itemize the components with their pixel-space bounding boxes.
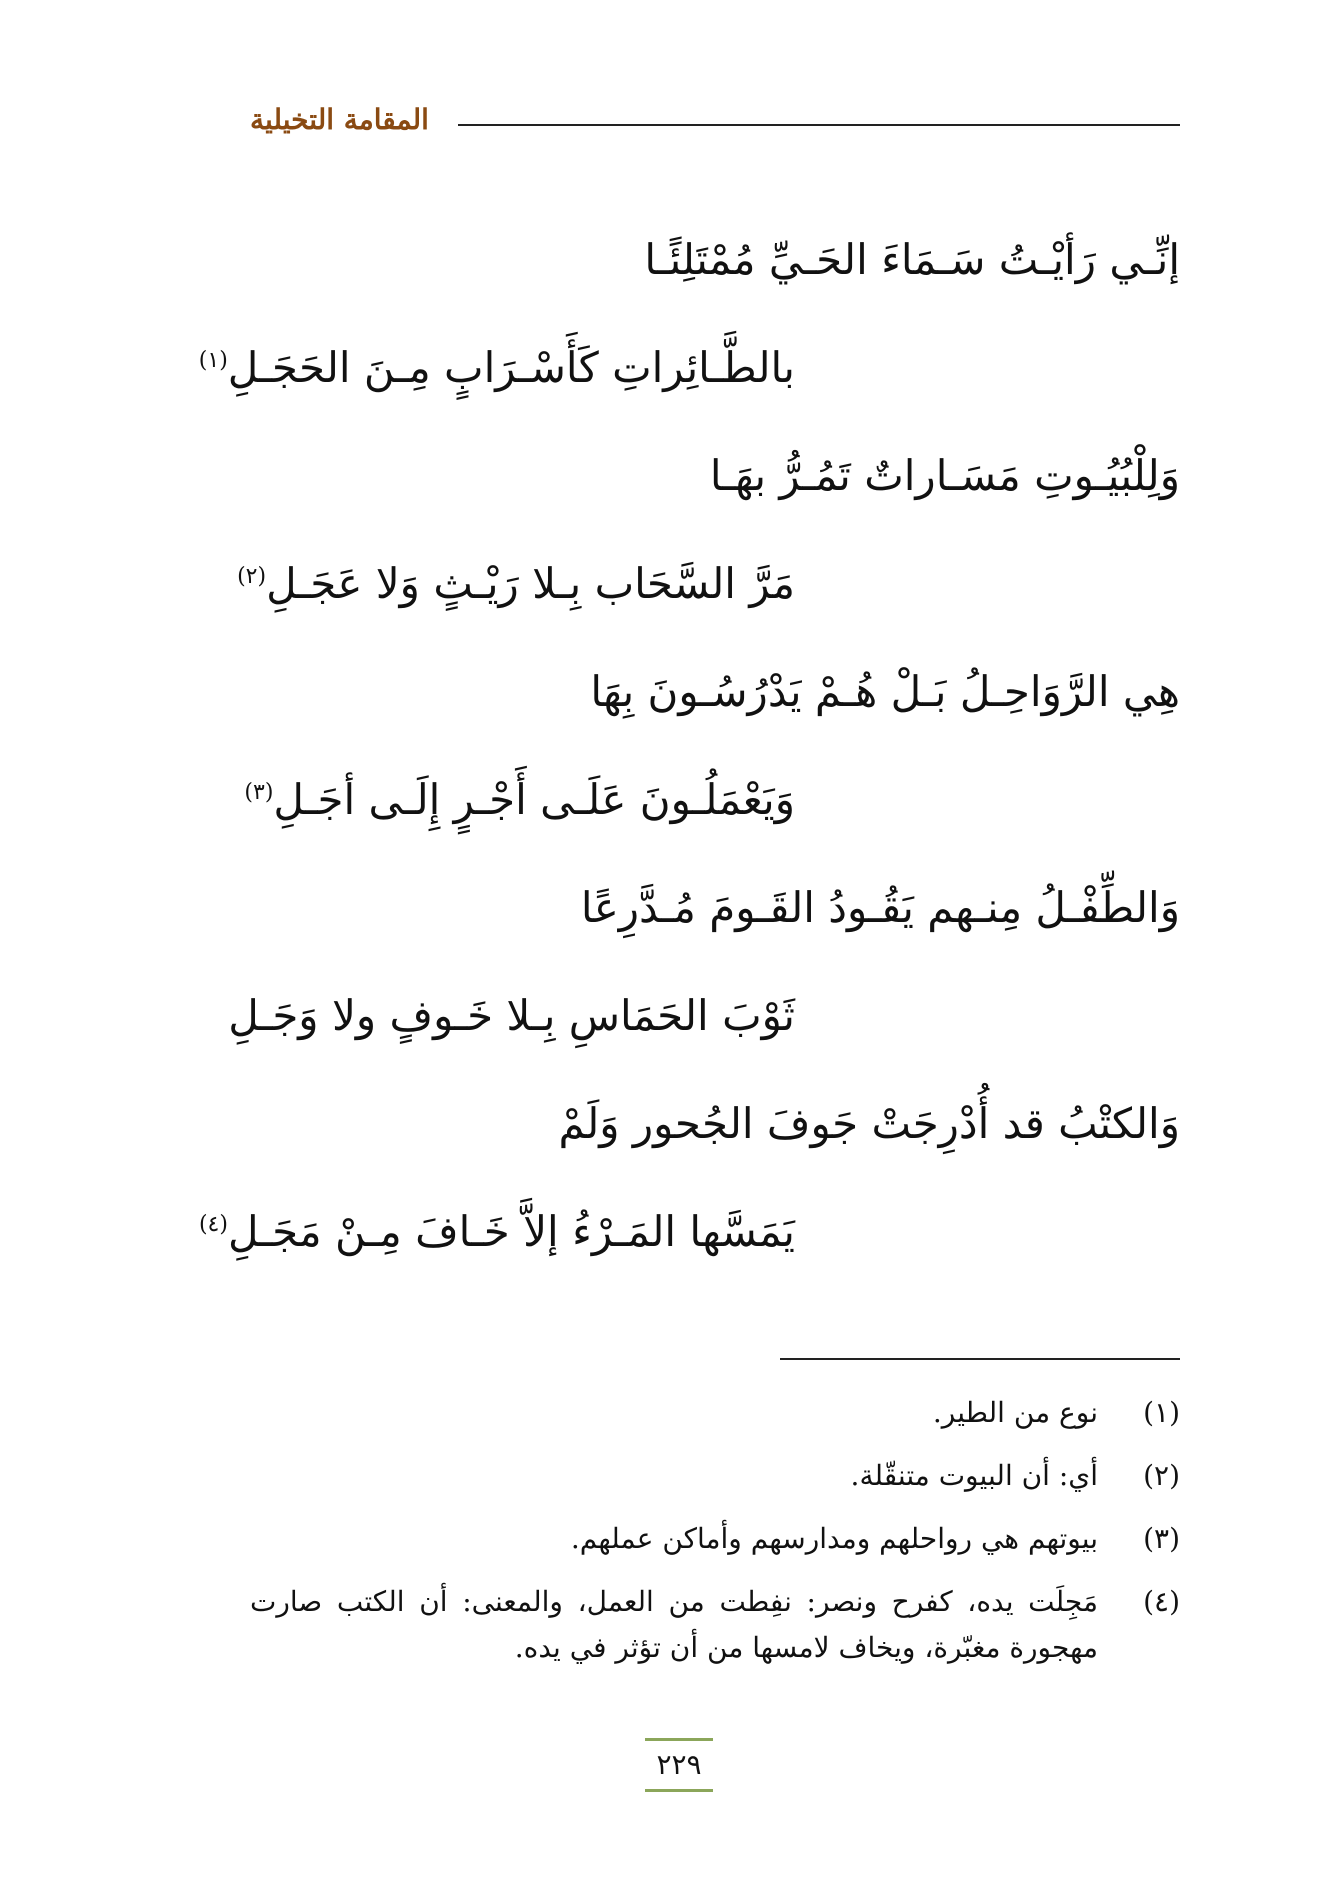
verse-text: وَالكتْبُ قد أُدْرِجَتْ جَوفَ الجُحور وَلَمْ — [558, 1099, 1180, 1148]
footnote-text: مَجِلَت يده، كفرح ونصر: نفِطت من العمل، والمعنى: أن الكتب صارت مهجورة مغبّرة، ويخاف لامسها من أن تؤثر في يده. — [250, 1585, 1098, 1664]
verse-5-second-hemistich — [198, 1202, 1180, 1310]
footnote-number: (٤) — [1143, 1585, 1180, 1618]
verse-text: إنِّـي رَأيْـتُ سَـمَاءَ الحَـيِّ مُمْتَلِئًـا — [644, 235, 1180, 284]
footnote-4 — [250, 1579, 1180, 1671]
footnote-text: بيوتهم هي رواحلهم ومدارسهم وأماكن عملهم. — [570, 1522, 1098, 1555]
verse-text: يَمَسَّها المَـرْءُ إلاَّ خَـافَ مِـنْ مَجَـلِ — [227, 1207, 795, 1256]
page-number: ٢٢٩ — [656, 1748, 702, 1781]
page-number-rule-bottom — [645, 1789, 713, 1792]
verse-text: وَلِلْبُيُـوتِ مَسَـاراتٌ تَمُـرُّ بهَـا — [709, 451, 1180, 500]
verse-4-first-hemistich — [240, 878, 1180, 986]
verse-4-second-hemistich — [228, 986, 1180, 1094]
verse-3-second-hemistich — [240, 770, 1180, 878]
footnote-text: أي: أن البيوت متنقّلة. — [850, 1459, 1098, 1492]
verse-2-second-hemistich — [237, 554, 1180, 662]
footnote-marker: (٤) — [198, 1212, 228, 1237]
running-title: المقامة التخيلية — [250, 103, 429, 136]
verse-text: وَالطِّفْـلُ مِنـهم يَقُـودُ القَـومَ مُـدَّرِعًا — [580, 883, 1180, 932]
footnote-number: (١) — [1143, 1396, 1180, 1429]
header-rule — [458, 124, 1180, 126]
footnote-3 — [250, 1516, 1180, 1562]
footnote-marker: (١) — [198, 348, 228, 373]
verse-text: مَرَّ السَّحَاب بِـلا رَيْـثٍ وَلا عَجَـلِ — [266, 559, 795, 608]
verse-3-first-hemistich — [240, 662, 1180, 770]
verse-text: بالطَّـائِراتِ كَأَسْـرَابٍ مِـنَ الحَجَـلِ — [227, 343, 795, 392]
verse-1-first-hemistich — [240, 230, 1180, 338]
footnote-marker: (٣) — [244, 780, 274, 805]
page-number-block — [645, 1738, 713, 1792]
verse-2-first-hemistich — [240, 446, 1180, 554]
footnote-marker: (٢) — [237, 564, 267, 589]
verse-text: هِي الرَّوَاحِـلُ بَـلْ هُـمْ يَدْرُسُـونَ بِهَا — [590, 667, 1180, 716]
verse-text: وَيَعْمَلُـونَ عَلَـى أَجْـرٍ إِلَـى أجَـلِ — [273, 775, 795, 824]
verse-1-second-hemistich — [198, 338, 1180, 446]
running-header — [250, 100, 1180, 140]
verse-5-first-hemistich — [240, 1094, 1180, 1202]
footnote-1 — [250, 1390, 1180, 1436]
verse-text: ثَوْبَ الحَمَاسِ بِـلا خَـوفٍ ولا وَجَـلِ — [228, 991, 795, 1040]
footnote-2 — [250, 1453, 1180, 1499]
footnote-number: (٣) — [1143, 1522, 1180, 1555]
footnote-number: (٢) — [1143, 1459, 1180, 1492]
footnote-text: نوع من الطير. — [932, 1396, 1098, 1429]
poem — [198, 230, 1180, 1310]
footnotes — [250, 1390, 1180, 1688]
footnote-separator — [780, 1358, 1180, 1360]
